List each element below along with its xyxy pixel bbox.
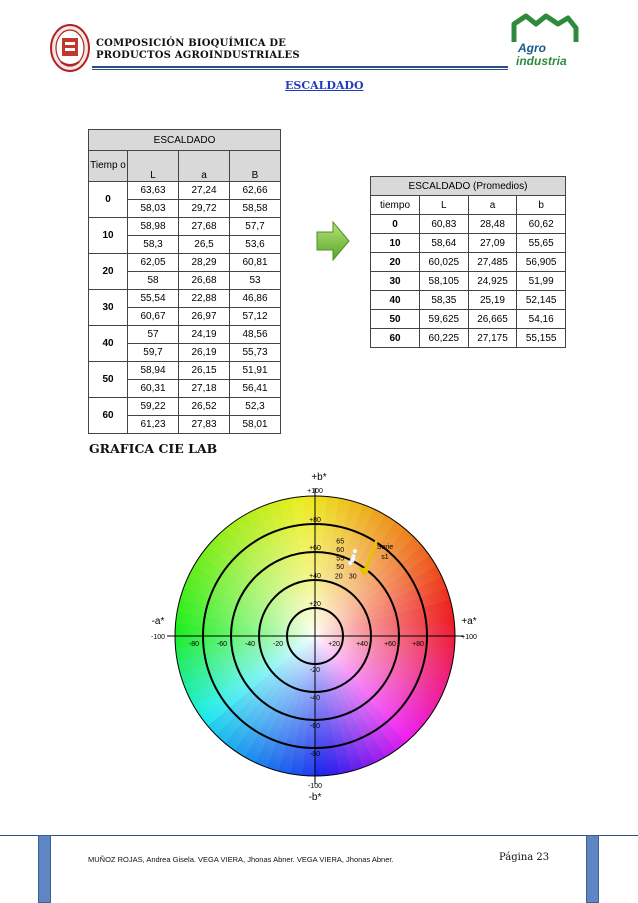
avg-value-cell: 59,625 — [420, 310, 469, 329]
tick-label: -80 — [188, 641, 200, 648]
raw-time-cell: 30 — [89, 290, 128, 326]
avg-col-header-l: L — [420, 196, 469, 215]
raw-value-cell: 58,01 — [230, 416, 281, 434]
raw-time-cell: 50 — [89, 362, 128, 398]
avg-value-cell: 60,225 — [420, 329, 469, 348]
page-number: Página 23 — [499, 852, 550, 863]
tick-label: -60 — [309, 723, 321, 730]
tick-label: -60 — [216, 641, 228, 648]
avg-value-cell: 54,16 — [517, 310, 566, 329]
raw-value-cell: 57,12 — [230, 308, 281, 326]
raw-value-cell: 57,7 — [230, 218, 281, 236]
avg-table-title: ESCALDADO (Promedios) — [371, 177, 566, 196]
table-row — [371, 310, 566, 329]
avg-col-header-b: b — [517, 196, 566, 215]
annotation-label: 60 — [336, 547, 345, 554]
tick-label: +20 — [328, 641, 340, 648]
raw-value-cell: 51,91 — [230, 362, 281, 380]
annotation-label: 20 — [334, 573, 343, 581]
avg-value-cell: 25,19 — [468, 291, 517, 310]
tick-label: -40 — [309, 695, 321, 702]
avg-time-cell: 30 — [371, 272, 420, 291]
right-arrow-icon — [316, 220, 350, 262]
avg-value-cell: 27,175 — [468, 329, 517, 348]
data-point — [351, 557, 355, 561]
header-divider-thin — [92, 69, 508, 70]
table-row — [371, 234, 566, 253]
tick-label: +100 — [461, 634, 477, 641]
raw-value-cell: 27,18 — [179, 380, 230, 398]
avg-value-cell: 52,145 — [517, 291, 566, 310]
cie-lab-chart — [150, 466, 480, 806]
tick-label: +60 — [384, 641, 396, 648]
avg-value-cell: 55,65 — [517, 234, 566, 253]
data-point — [353, 549, 357, 553]
table-row — [371, 272, 566, 291]
raw-time-cell: 40 — [89, 326, 128, 362]
avg-value-cell: 60,83 — [420, 215, 469, 234]
tick-label: -100 — [307, 783, 323, 790]
tick-label: +20 — [309, 601, 321, 608]
raw-value-cell: 53,6 — [230, 236, 281, 254]
agro-logo-line2: industria — [516, 54, 567, 68]
raw-value-cell: 27,83 — [179, 416, 230, 434]
header-title-line2: PRODUCTOS AGROINDUSTRIALES — [96, 50, 300, 61]
table-row — [371, 215, 566, 234]
header-divider — [92, 66, 508, 68]
tick-label: +100 — [307, 488, 323, 495]
header-title-line1: COMPOSICIÓN BIOQUÍMICA DE — [96, 38, 287, 49]
avg-value-cell: 51,99 — [517, 272, 566, 291]
raw-col-header-l: L — [128, 151, 179, 182]
footer-divider — [0, 835, 638, 836]
table-row — [89, 290, 281, 308]
avg-value-cell: 58,35 — [420, 291, 469, 310]
avg-col-header-a: a — [468, 196, 517, 215]
avg-value-cell: 26,665 — [468, 310, 517, 329]
table-row — [89, 254, 281, 272]
escaldado-average-table — [370, 176, 566, 348]
raw-col-header-time: Tiemp o — [89, 151, 128, 182]
avg-value-cell: 28,48 — [468, 215, 517, 234]
avg-time-cell: 50 — [371, 310, 420, 329]
table-row — [89, 218, 281, 236]
raw-value-cell: 24,19 — [179, 326, 230, 344]
raw-value-cell: 60,81 — [230, 254, 281, 272]
raw-value-cell: 28,29 — [179, 254, 230, 272]
raw-value-cell: 60,67 — [128, 308, 179, 326]
raw-value-cell: 58,94 — [128, 362, 179, 380]
table-row — [89, 326, 281, 344]
raw-value-cell: 55,54 — [128, 290, 179, 308]
avg-value-cell: 55,155 — [517, 329, 566, 348]
footer-authors: MUÑOZ ROJAS, Andrea Gisela. VEGA VIERA, Jhonas Abner. VEGA VIERA, Jhonas Abner. — [88, 855, 394, 864]
raw-value-cell: 56,41 — [230, 380, 281, 398]
avg-time-cell: 20 — [371, 253, 420, 272]
raw-value-cell: 59,7 — [128, 344, 179, 362]
raw-time-cell: 0 — [89, 182, 128, 218]
raw-value-cell: 26,19 — [179, 344, 230, 362]
raw-value-cell: 53 — [230, 272, 281, 290]
avg-time-cell: 0 — [371, 215, 420, 234]
avg-value-cell: 58,105 — [420, 272, 469, 291]
raw-value-cell: 58,98 — [128, 218, 179, 236]
tick-label: +80 — [412, 641, 424, 648]
table-row — [371, 329, 566, 348]
series-label: Serie — [376, 544, 394, 552]
graph-title: GRAFICA CIE LAB — [89, 441, 218, 456]
raw-value-cell: 52,3 — [230, 398, 281, 416]
axis-label-left: -a* — [151, 616, 165, 627]
tick-label: +40 — [356, 641, 368, 648]
avg-value-cell: 60,025 — [420, 253, 469, 272]
tick-label: -40 — [244, 641, 256, 648]
raw-value-cell: 63,63 — [128, 182, 179, 200]
raw-value-cell: 26,52 — [179, 398, 230, 416]
raw-value-cell: 26,68 — [179, 272, 230, 290]
avg-time-cell: 40 — [371, 291, 420, 310]
raw-value-cell: 58,3 — [128, 236, 179, 254]
tick-label: -100 — [150, 634, 166, 641]
tick-label: -80 — [309, 751, 321, 758]
avg-value-cell: 56,905 — [517, 253, 566, 272]
tick-label: -20 — [272, 641, 284, 648]
raw-time-cell: 20 — [89, 254, 128, 290]
raw-value-cell: 27,24 — [179, 182, 230, 200]
raw-value-cell: 26,5 — [179, 236, 230, 254]
raw-value-cell: 48,56 — [230, 326, 281, 344]
table-row — [89, 398, 281, 416]
avg-value-cell: 27,09 — [468, 234, 517, 253]
raw-value-cell: 26,15 — [179, 362, 230, 380]
raw-value-cell: 55,73 — [230, 344, 281, 362]
raw-value-cell: 62,05 — [128, 254, 179, 272]
raw-value-cell: 26,97 — [179, 308, 230, 326]
avg-value-cell: 27,485 — [468, 253, 517, 272]
tick-label: +80 — [309, 517, 321, 524]
university-seal-logo — [50, 24, 90, 72]
table-row — [89, 182, 281, 200]
raw-value-cell: 22,88 — [179, 290, 230, 308]
raw-value-cell: 58,58 — [230, 200, 281, 218]
raw-value-cell: 58 — [128, 272, 179, 290]
raw-value-cell: 29,72 — [179, 200, 230, 218]
escaldado-raw-table — [88, 129, 281, 434]
tick-label: +60 — [309, 545, 321, 552]
tick-label: +40 — [309, 573, 321, 580]
raw-value-cell: 60,31 — [128, 380, 179, 398]
tick-label: -20 — [309, 667, 321, 674]
axis-label-bottom: -b* — [308, 792, 322, 803]
series-label: s1 — [381, 554, 389, 561]
annotation-label: 30 — [348, 573, 357, 581]
raw-value-cell: 59,22 — [128, 398, 179, 416]
avg-value-cell: 24,925 — [468, 272, 517, 291]
raw-col-header-a: a — [179, 151, 230, 182]
raw-col-header-b: B — [230, 151, 281, 182]
avg-time-cell: 60 — [371, 329, 420, 348]
footer-right-bar — [586, 835, 599, 903]
raw-value-cell: 57 — [128, 326, 179, 344]
raw-time-cell: 60 — [89, 398, 128, 434]
raw-value-cell: 61,23 — [128, 416, 179, 434]
table-row — [89, 362, 281, 380]
table-row — [371, 291, 566, 310]
header-title — [96, 38, 300, 62]
avg-value-cell: 60,62 — [517, 215, 566, 234]
avg-value-cell: 58,64 — [420, 234, 469, 253]
agro-logo-line1: Agro — [518, 41, 546, 55]
raw-table-title: ESCALDADO — [89, 130, 281, 151]
raw-value-cell: 62,66 — [230, 182, 281, 200]
annotation-label: 65 — [336, 538, 345, 546]
annotation-label: 55 — [336, 555, 345, 563]
avg-time-cell: 10 — [371, 234, 420, 253]
section-title: ESCALDADO — [285, 79, 364, 92]
raw-value-cell: 58,03 — [128, 200, 179, 218]
avg-col-header-time: tiempo — [371, 196, 420, 215]
raw-time-cell: 10 — [89, 218, 128, 254]
agroindustria-logo — [506, 12, 582, 70]
axis-label-right: +a* — [461, 616, 477, 627]
axis-label-top: +b* — [311, 472, 327, 483]
footer-left-bar — [38, 835, 51, 903]
annotation-label: 50 — [336, 563, 345, 571]
table-row — [371, 253, 566, 272]
raw-value-cell: 46,86 — [230, 290, 281, 308]
raw-value-cell: 27,68 — [179, 218, 230, 236]
